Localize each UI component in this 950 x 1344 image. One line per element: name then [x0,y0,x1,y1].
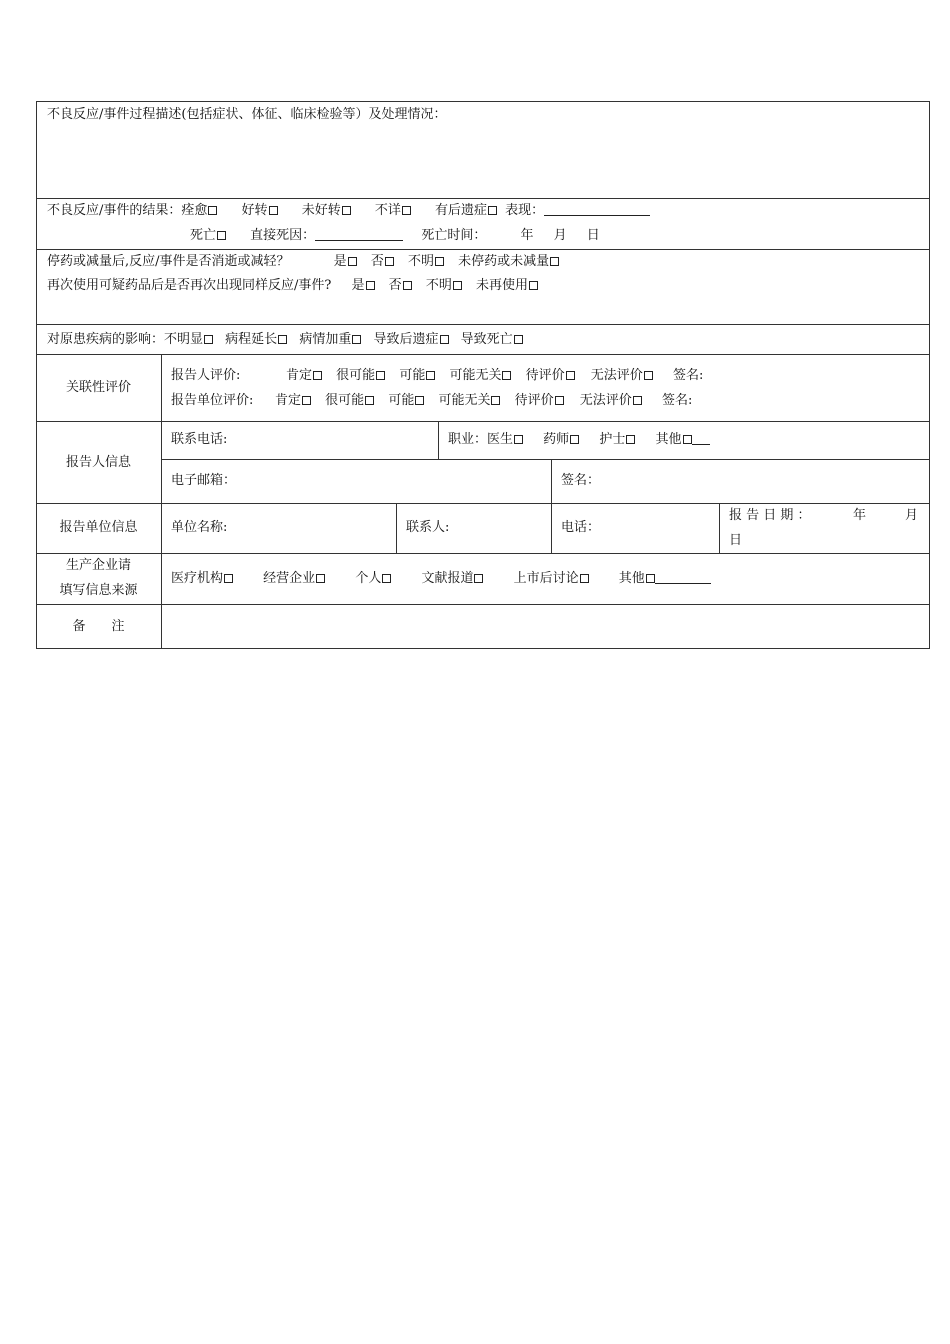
border-right [929,101,930,649]
checkbox-icon[interactable] [402,206,411,215]
checkbox-icon[interactable] [204,335,213,344]
checkbox-icon[interactable] [376,371,385,380]
outcome-option-sequelae[interactable]: 有后遗症 [435,203,497,218]
row-divider [36,249,930,250]
col-divider [438,421,439,459]
report-month-label: 月 [905,508,919,523]
reaction-q1: 停药或减量后,反应/事件是否消逝或减轻？ [47,254,290,269]
checkbox-icon[interactable] [453,281,462,290]
checkbox-icon[interactable] [348,257,357,266]
reporter-eval-unassessable[interactable]: 无法评价 [591,368,653,383]
checkbox-icon[interactable] [529,281,538,290]
reaction-line-2 [47,278,538,294]
occupation-other-field[interactable] [692,432,710,445]
checkbox-icon[interactable] [208,206,217,215]
row-divider [36,198,930,199]
unit-eval-label: 报告单位评价: [171,393,254,408]
checkbox-icon[interactable] [440,335,449,344]
row-divider [36,324,930,325]
outcome-option-not-improved[interactable]: 未好转 [302,203,351,218]
reaction-q2-yes[interactable]: 是 [352,278,375,293]
reporter-occupation-line [448,432,710,448]
row-divider [36,421,930,422]
outcome-option-cured[interactable]: 痊愈 [181,203,217,218]
report-date-line-1[interactable] [729,508,919,524]
relevance-reporter-line [171,368,703,384]
checkbox-icon[interactable] [403,281,412,290]
occupation-nurse[interactable]: 护士 [599,432,635,447]
source-other[interactable]: 其他 [619,571,655,586]
death-year-label: 年 [520,228,534,243]
reporter-sign-label[interactable]: 签名： [561,473,601,488]
occupation-doctor[interactable]: 医生 [487,432,523,447]
reporter-eval-possible[interactable]: 可能 [399,368,435,383]
col-divider [396,503,397,553]
reaction-line-1 [47,254,559,270]
reporter-eval-label: 报告人评价: [171,368,241,383]
checkbox-icon[interactable] [646,574,655,583]
description-label: 不良反应/事件过程描述(包括症状、体征、临床检验等）及处理情况： [47,107,447,122]
checkbox-icon[interactable] [502,371,511,380]
outcome-option-death[interactable]: 死亡 [190,228,226,243]
impact-line [47,332,523,348]
occupation-other[interactable]: 其他 [655,432,691,447]
relevance-header: 关联性评价 [65,380,131,395]
direct-cause-label: 直接死因： [250,228,316,243]
outcome-option-unknown[interactable]: 不详 [375,203,411,218]
relevance-unit-line [171,393,692,409]
death-time-label: 死亡时间： [421,228,487,243]
checkbox-icon[interactable] [566,371,575,380]
remarks-field[interactable] [162,605,928,647]
checkbox-icon[interactable] [633,396,642,405]
occupation-pharmacist[interactable]: 药师 [543,432,579,447]
checkbox-icon[interactable] [514,335,523,344]
impact-label: 对原患疾病的影响： [47,332,165,347]
source-individual[interactable]: 个人 [355,571,391,586]
checkbox-icon[interactable] [382,574,391,583]
impact-option-sequelae[interactable]: 导致后遗症 [373,332,448,347]
checkbox-icon[interactable] [342,206,351,215]
col-divider [719,503,720,553]
source-other-field[interactable] [655,571,711,584]
death-day-label: 日 [586,228,600,243]
unit-eval-pending[interactable]: 待评价 [515,393,564,408]
checkbox-icon[interactable] [570,435,579,444]
checkbox-icon[interactable] [683,435,692,444]
reporter-email-label[interactable]: 电子邮箱： [171,473,237,488]
impact-option-aggravated[interactable]: 病情加重 [299,332,361,347]
source-post-marketing[interactable]: 上市后讨论 [514,571,589,586]
occupation-label: 职业： [448,432,488,447]
manifestation-field[interactable] [544,203,650,216]
checkbox-icon[interactable] [474,574,483,583]
impact-option-not-obvious[interactable]: 不明显 [164,332,213,347]
impact-option-death[interactable]: 导致死亡 [461,332,523,347]
direct-cause-field[interactable] [315,228,403,241]
checkbox-icon[interactable] [488,206,497,215]
reporter-sign-label: 签名: [672,368,704,383]
checkbox-icon[interactable] [302,396,311,405]
checkbox-icon[interactable] [313,371,322,380]
reporter-eval-very-likely[interactable]: 很可能 [336,368,385,383]
source-literature[interactable]: 文献报道 [421,571,483,586]
checkbox-icon[interactable] [580,574,589,583]
checkbox-icon[interactable] [224,574,233,583]
row-divider [36,553,930,554]
source-medical-institution[interactable]: 医疗机构 [171,571,233,586]
reaction-q2: 再次使用可疑药品后是否再次出现同样反应/事件? [47,278,332,293]
outcome-line-2 [190,228,600,244]
row-divider [36,354,930,355]
checkbox-icon[interactable] [365,396,374,405]
checkbox-icon[interactable] [269,206,278,215]
reaction-q1-not-stopped[interactable]: 未停药或未减量 [458,254,559,269]
checkbox-icon[interactable] [644,371,653,380]
row-divider [161,459,930,460]
source-options-line [171,571,711,587]
reaction-q1-unclear[interactable]: 不明 [408,254,444,269]
checkbox-icon[interactable] [435,257,444,266]
report-year-label: 年 [853,508,867,523]
checkbox-icon[interactable] [217,231,226,240]
unit-contact-label[interactable]: 联系人: [406,520,450,535]
unit-name-label[interactable]: 单位名称: [171,520,228,535]
remarks-header: 备 注 [72,619,125,634]
unit-eval-possible[interactable]: 可能 [388,393,424,408]
border-top [36,101,930,102]
reporter-eval-pending[interactable]: 待评价 [526,368,575,383]
unit-phone-label[interactable]: 电话： [561,520,601,535]
report-day-label: 日 [729,533,743,548]
reaction-q1-no[interactable]: 否 [371,254,394,269]
reaction-q2-unclear[interactable]: 不明 [426,278,462,293]
reporter-header: 报告人信息 [65,455,131,470]
row-divider [36,503,930,504]
unit-eval-very-likely[interactable]: 很可能 [325,393,374,408]
checkbox-icon[interactable] [491,396,500,405]
outcome-option-improved[interactable]: 好转 [242,203,278,218]
checkbox-icon[interactable] [415,396,424,405]
reporter-eval-certain[interactable]: 肯定 [286,368,322,383]
unit-eval-unassessable[interactable]: 无法评价 [580,393,642,408]
unit-sign-label: 签名: [661,393,693,408]
checkbox-icon[interactable] [426,371,435,380]
unit-eval-possibly-unrelated[interactable]: 可能无关 [438,393,500,408]
adverse-reaction-report-form [36,101,930,649]
source-header-line-1: 生产企业请 [65,558,131,573]
reporter-phone-label[interactable]: 联系电话: [171,432,228,447]
manifestation-label: 表现： [505,203,545,218]
checkbox-icon[interactable] [385,257,394,266]
outcome-label: 不良反应/事件的结果： [47,203,182,218]
reporter-eval-possibly-unrelated[interactable]: 可能无关 [449,368,511,383]
checkbox-icon[interactable] [352,335,361,344]
reaction-q2-no[interactable]: 否 [389,278,412,293]
source-distributor[interactable]: 经营企业 [263,571,325,586]
checkbox-icon[interactable] [366,281,375,290]
unit-eval-certain[interactable]: 肯定 [275,393,311,408]
checkbox-icon[interactable] [316,574,325,583]
checkbox-icon[interactable] [278,335,287,344]
reaction-q1-yes[interactable]: 是 [334,254,357,269]
border-bottom [36,648,930,649]
col-divider [551,459,552,553]
checkbox-icon[interactable] [514,435,523,444]
reaction-q2-not-reused[interactable]: 未再使用 [476,278,538,293]
checkbox-icon[interactable] [550,257,559,266]
checkbox-icon[interactable] [555,396,564,405]
report-date-label: 报 告 日 期 ： [729,508,811,523]
impact-option-prolonged[interactable]: 病程延长 [225,332,287,347]
death-month-label: 月 [553,228,567,243]
checkbox-icon[interactable] [626,435,635,444]
outcome-line-1 [47,203,650,219]
unit-header: 报告单位信息 [59,520,138,535]
source-header-line-2: 填写信息来源 [59,583,138,598]
